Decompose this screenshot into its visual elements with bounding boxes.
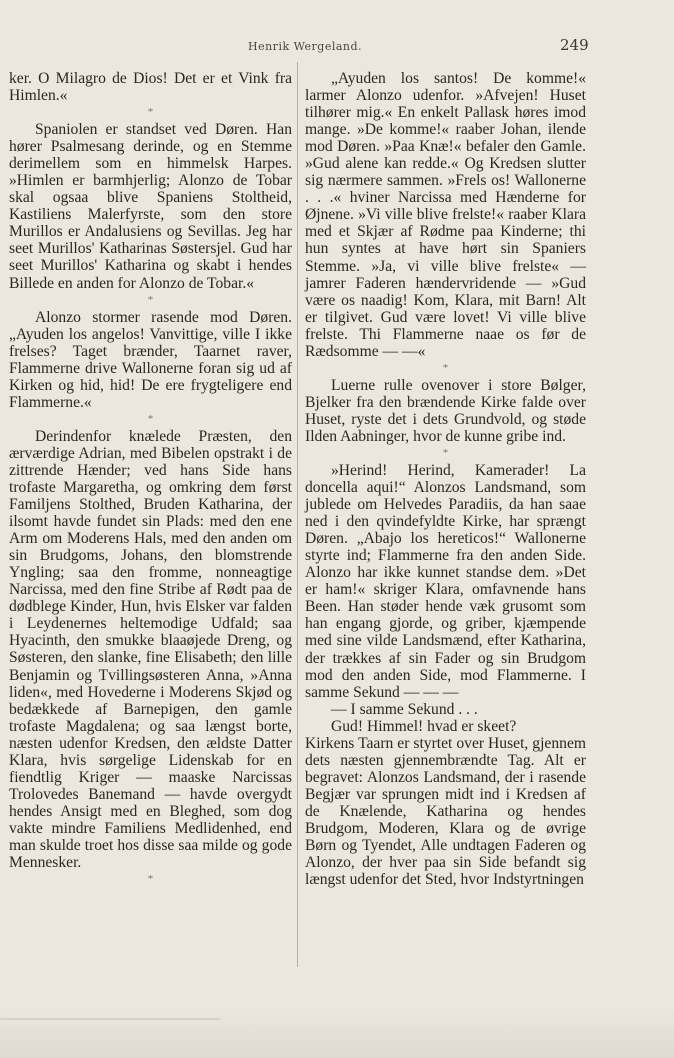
paragraph: Kirkens Taarn er styrtet over Huset, gjennem dets næsten gjennembrændte Tag. Alt er begravet: Alonzos Landsmand, der i rasende Begjær var sprungen midt ind i Kredsen af de Knælende, Katharina og hendes Brudgom, Moderen, Klara og de øvrige Børn og Tyendet, Alle undtagen Faderen og Alonzo, der hver paa sin Side befandt sig længst udenfor det Sted, hvor Indstyrtningen — [305, 734, 586, 889]
section-break-asterisk: * — [147, 873, 154, 886]
page-header — [0, 36, 674, 58]
paragraph: „Ayuden los santos! De komme!« larmer Alonzo udenfor. »Afvejen! Huset tilhører mig.« En enkelt Pallask høres imod mange. »De komme!« raaber Johan, ilende mod Døren. »Paa Knæ!« befaler den Gamle. »Gud alene kan redde.« Og Kredsen slutter sig nærmere sammen. »Frels os! Wallonerne . . .« hviner Narcissa med Hænderne for Øjnene. »Vi ville blive frelste!« raaber Klara med et Skjær af Rødme paa Kinderne; thi hun syntes at have hørt sin Spaniers Stemme. »Ja, vi ville blive frelste« — jamrer Faderen hændervridende — »Gud være os naadig! Kom, Klara, mit Barn! Alt er tilgivet. Gud være lovet! Vi ville blive frelste. Thi Flammerne naae os før de Rædsomme — —« — [305, 70, 586, 360]
section-break-asterisk: * — [442, 446, 449, 459]
right-column — [305, 70, 586, 888]
paper-crease — [0, 1018, 220, 1020]
running-title: Henrik Wergeland. — [248, 40, 363, 53]
paragraph: »Herind! Herind, Kamerader! La doncella aqui!“ Alonzos Landsmand, som jublede om Helvedes Paradiis, da han saae ned i den qvindefyldte Kirke, har sprængt Døren. „Abajo los hereticos!“ Wallonerne styrte ind; Flammerne fra den anden Side. Alonzo har ikke kunnet standse dem. »Det er ham!« skriger Klara, omfavnende hans Been. Han støder hende væk grusomt som han engang gjorde, og griber, kjæmpende med sine vilde Landsmænd, efter Katharina, der trækkes af sin Fader og sin Brudgom mod den anden Side, mod Flammerne. I samme Sekund — — — — [305, 461, 586, 701]
section-break-asterisk: * — [147, 106, 154, 119]
paragraph: Derindenfor knælede Præsten, den ærværdige Adrian, med Bibelen opstrakt i de zittrende Hænder; ved hans Side hans trofaste Margaretha, og omkring dem først Familjens Stolthed, Bruden Katharina, der ilsomt havde fundet sin Plads: med den ene Arm om Moderens Hals, med den anden om sin Brudgoms, Johans, den blomstrende Yngling; saa den fromme, nonneagtige Narcissa, med den fine Stribe af Rødt paa de dødblege Kinder, Hun, hvis Elsker var falden i Leydenernes heltemodige Udfald; saa Hyacinth, den smukke blaaøjede Dreng, og Søsteren, den slanke, fine Elisabeth; den lille Benjamin og Tvillingsøsteren Anna, »Anna liden«, med Hovederne i Moderens Skjød og bedækkede af Barnepigen, den gamle trofaste Magdalena; og saa længst borte, næsten udenfor Kredsen, den ældste Datter Klara, hvis sørgelige Lidenskab for en fiendtlig Kriger — maaske Narcissas Trolovedes Banemand — havde overgydt hendes Ansigt med en Bleghed, som dog vakte mindre Familiens Medlidenhed, end man skulde troet hos disse saa milde og gode Mennesker. — [9, 427, 292, 872]
paragraph: — I samme Sekund . . . — [331, 700, 478, 718]
paragraph: Gud! Himmel! hvad er skeet? — [331, 717, 517, 735]
paragraph: ker. O Milagro de Dios! Det er et Vink fra Himlen.« — [9, 70, 292, 105]
column-divider — [297, 62, 298, 967]
section-break-asterisk: * — [147, 293, 154, 306]
left-column — [9, 70, 292, 888]
page-number: 249 — [560, 36, 589, 54]
paragraph: Alonzo stormer rasende mod Døren. „Ayuden los angelos! Vanvittige, ville I ikke frelses? Taget brænder, Taarnet raver, Flammerne drive Wallonerne foran sig ud af Kirken og hid, hid! De ere frygteligere end Flammerne.« — [9, 308, 292, 411]
paragraph: Luerne rulle ovenover i store Bølger, Bjelker fra den brændende Kirke falde over Huset, ryste det i dets Grundvold, og støde Ilden Aabninger, hvor de kunne gribe ind. — [305, 376, 586, 445]
section-break-asterisk: * — [147, 412, 154, 425]
paragraph: Spaniolen er standset ved Døren. Han hører Psalmesang derinde, og en Stemme derimellem som en himmelsk Harpes. »Himlen er barmhjerlig; Alonzo de Tobar skal ogsaa blive Spaniens Stoltheid, Kastiliens Malerfyrste, som den store Murillos er Andalusiens og Sevillas. Jeg har seet Murillos' Katharinas Søstersjel. Gud har seet Murillos' Katharina og skabt i hendes Billede en anden for Alonzo de Tobar.« — [9, 121, 292, 292]
section-break-asterisk: * — [442, 361, 449, 374]
